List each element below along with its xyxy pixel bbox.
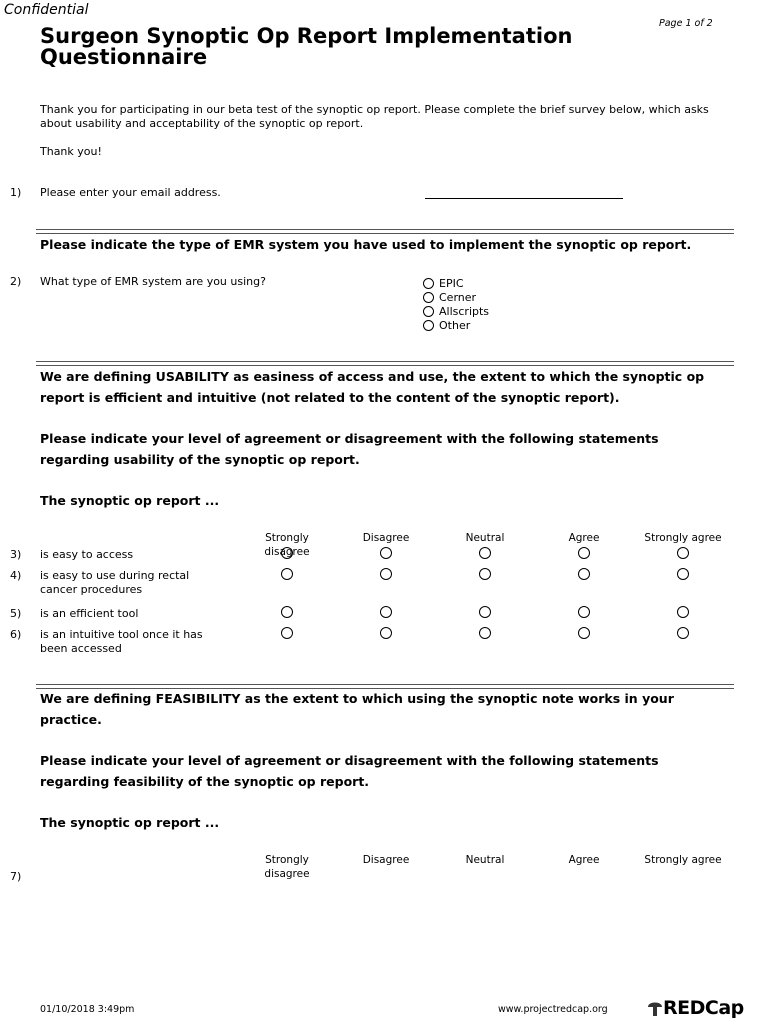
radio-button[interactable] bbox=[423, 306, 434, 317]
footer-url[interactable]: www.projectredcap.org bbox=[498, 1004, 608, 1015]
col-agree: Agree bbox=[568, 854, 600, 866]
radio-q3-disagree[interactable] bbox=[380, 547, 392, 559]
redcap-logo-text: REDCap bbox=[663, 997, 744, 1019]
option-label: EPIC bbox=[439, 276, 464, 290]
question-4-text: is easy to use during rectal cancer procedures bbox=[40, 569, 190, 596]
radio-q5-strongly-disagree[interactable] bbox=[281, 606, 293, 618]
col-neutral: Neutral bbox=[465, 532, 505, 544]
footer-date: 01/10/2018 3:49pm bbox=[40, 1004, 135, 1015]
section-emr-heading: Please indicate the type of EMR system you have used to implement the synoptic op report. bbox=[40, 237, 692, 252]
radio-q3-strongly-disagree[interactable] bbox=[281, 547, 293, 559]
usability-definition: We are defining USABILITY as easiness of access and use, the extent to which the synoptic op report is efficient and intuitive (not related to the content of the synoptic report). bbox=[40, 369, 705, 405]
col-neutral: Neutral bbox=[465, 854, 505, 866]
col-strongly-disagree: Strongly disagree bbox=[264, 532, 310, 558]
radio-q3-agree[interactable] bbox=[578, 547, 590, 559]
radio-q6-strongly-agree[interactable] bbox=[677, 627, 689, 639]
radio-q4-agree[interactable] bbox=[578, 568, 590, 580]
feasibility-lead: The synoptic op report ... bbox=[40, 815, 220, 830]
redcap-logo bbox=[647, 997, 744, 1019]
question-6-number: 6) bbox=[10, 628, 22, 641]
radio-q6-neutral[interactable] bbox=[479, 627, 491, 639]
col-strongly-agree: Strongly agree bbox=[644, 532, 722, 544]
confidential-label: Confidential bbox=[4, 2, 89, 18]
option-label: Allscripts bbox=[439, 304, 490, 318]
email-field[interactable] bbox=[425, 198, 623, 199]
question-5-text: is an efficient tool bbox=[40, 607, 139, 620]
question-1-text: Please enter your email address. bbox=[40, 186, 221, 199]
usability-instruction: Please indicate your level of agreement or disagreement with the following statements regarding usability of the synoptic op report. bbox=[40, 431, 659, 467]
usability-lead: The synoptic op report ... bbox=[40, 493, 220, 508]
feasibility-instruction: Please indicate your level of agreement or disagreement with the following statements regarding feasibility of the synoptic op report. bbox=[40, 753, 659, 789]
emr-option-cerner[interactable] bbox=[423, 290, 476, 304]
page-number: Page 1 of 2 bbox=[659, 18, 713, 29]
col-strongly-disagree: Strongly disagree bbox=[264, 854, 310, 880]
radio-q5-neutral[interactable] bbox=[479, 606, 491, 618]
radio-q5-strongly-agree[interactable] bbox=[677, 606, 689, 618]
emr-option-epic[interactable] bbox=[423, 276, 464, 290]
option-label: Other bbox=[439, 318, 471, 332]
question-4-number: 4) bbox=[10, 569, 22, 582]
intro-text: Thank you for participating in our beta test of the synoptic op report. Please complete the brief survey below, which asks about usability and acceptability of the synoptic op report. bbox=[40, 103, 709, 130]
col-strongly-agree: Strongly agree bbox=[644, 854, 722, 866]
radio-button[interactable] bbox=[423, 320, 434, 331]
radio-q6-disagree[interactable] bbox=[380, 627, 392, 639]
feasibility-definition: We are defining FEASIBILITY as the extent to which using the synoptic note works in your practice. bbox=[40, 691, 674, 727]
radio-q6-agree[interactable] bbox=[578, 627, 590, 639]
thank-you-text: Thank you! bbox=[40, 145, 102, 158]
radio-q3-strongly-agree[interactable] bbox=[677, 547, 689, 559]
radio-q5-agree[interactable] bbox=[578, 606, 590, 618]
emr-option-allscripts[interactable] bbox=[423, 304, 489, 318]
redcap-mushroom-icon bbox=[647, 998, 663, 1018]
col-disagree: Disagree bbox=[362, 532, 410, 544]
question-2-text: What type of EMR system are you using? bbox=[40, 275, 266, 288]
radio-q5-disagree[interactable] bbox=[380, 606, 392, 618]
radio-q4-strongly-agree[interactable] bbox=[677, 568, 689, 580]
radio-q4-strongly-disagree[interactable] bbox=[281, 568, 293, 580]
question-3-number: 3) bbox=[10, 548, 22, 561]
radio-q6-strongly-disagree[interactable] bbox=[281, 627, 293, 639]
option-label: Cerner bbox=[439, 290, 477, 304]
question-7-number: 7) bbox=[10, 870, 22, 883]
question-1-number: 1) bbox=[10, 186, 22, 199]
page-title: Surgeon Synoptic Op Report Implementation Questionnaire bbox=[40, 24, 573, 69]
question-2-number: 2) bbox=[10, 275, 22, 288]
question-5-number: 5) bbox=[10, 607, 22, 620]
radio-q3-neutral[interactable] bbox=[479, 547, 491, 559]
radio-button[interactable] bbox=[423, 278, 434, 289]
radio-button[interactable] bbox=[423, 292, 434, 303]
question-3-text: is easy to access bbox=[40, 548, 134, 561]
emr-option-other[interactable] bbox=[423, 318, 470, 332]
col-agree: Agree bbox=[568, 532, 600, 544]
col-disagree: Disagree bbox=[362, 854, 410, 866]
question-6-text: is an intuitive tool once it has been accessed bbox=[40, 628, 203, 655]
radio-q4-neutral[interactable] bbox=[479, 568, 491, 580]
radio-q4-disagree[interactable] bbox=[380, 568, 392, 580]
